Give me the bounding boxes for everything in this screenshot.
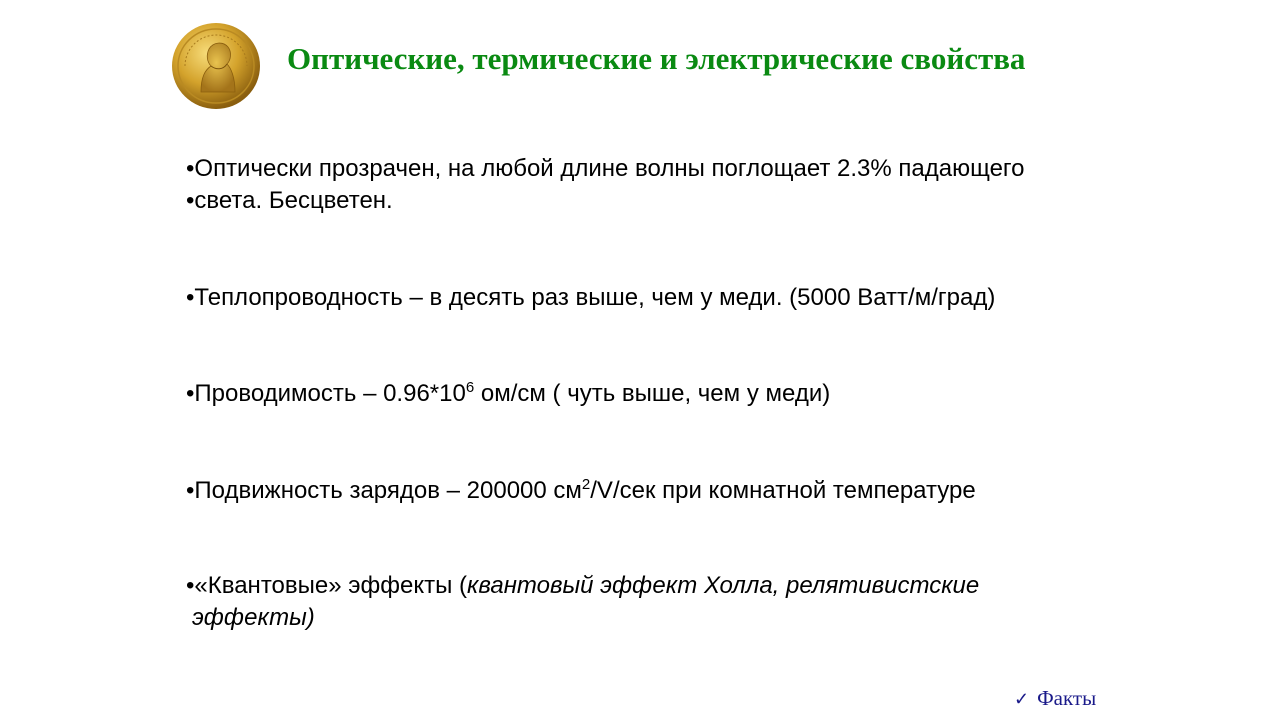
quantum-effects-line-2: эффекты)	[192, 604, 315, 631]
facts-label: Факты	[1037, 686, 1097, 710]
electrical-conductivity-line	[186, 380, 830, 409]
thermal-conductivity-line: •Теплопроводность – в десять раз выше, чем у меди. (5000 Ватт/м/град)	[186, 284, 996, 311]
charge-mobility-line	[186, 477, 976, 506]
quantum-effects-line	[186, 572, 979, 601]
facts-link[interactable]	[1014, 686, 1096, 711]
quantum-prefix: •«Квантовые» эффекты (	[186, 572, 468, 599]
quantum-italic-1: квантовый эффект Холла, релятивистские	[467, 572, 980, 599]
mobility-prefix: •Подвижность зарядов – 200000 см	[186, 477, 582, 504]
nobel-medal-icon	[171, 22, 261, 110]
mobility-exponent: 2	[581, 476, 591, 493]
conductivity-prefix: •Проводимость – 0.96*10	[186, 380, 466, 407]
conductivity-exponent: 6	[465, 379, 475, 396]
mobility-suffix: /V/сек при комнатной температуре	[590, 477, 976, 504]
optical-line-2: •света. Бесцветен.	[186, 187, 393, 214]
checkmark-icon: ✓	[1014, 689, 1030, 709]
optical-line-1: •Оптически прозрачен, на любой длине волны поглощает 2.3% падающего	[186, 155, 1025, 182]
conductivity-suffix: ом/см ( чуть выше, чем у меди)	[474, 380, 831, 407]
slide-title: Оптические, термические и электрические свойства	[287, 41, 1026, 76]
